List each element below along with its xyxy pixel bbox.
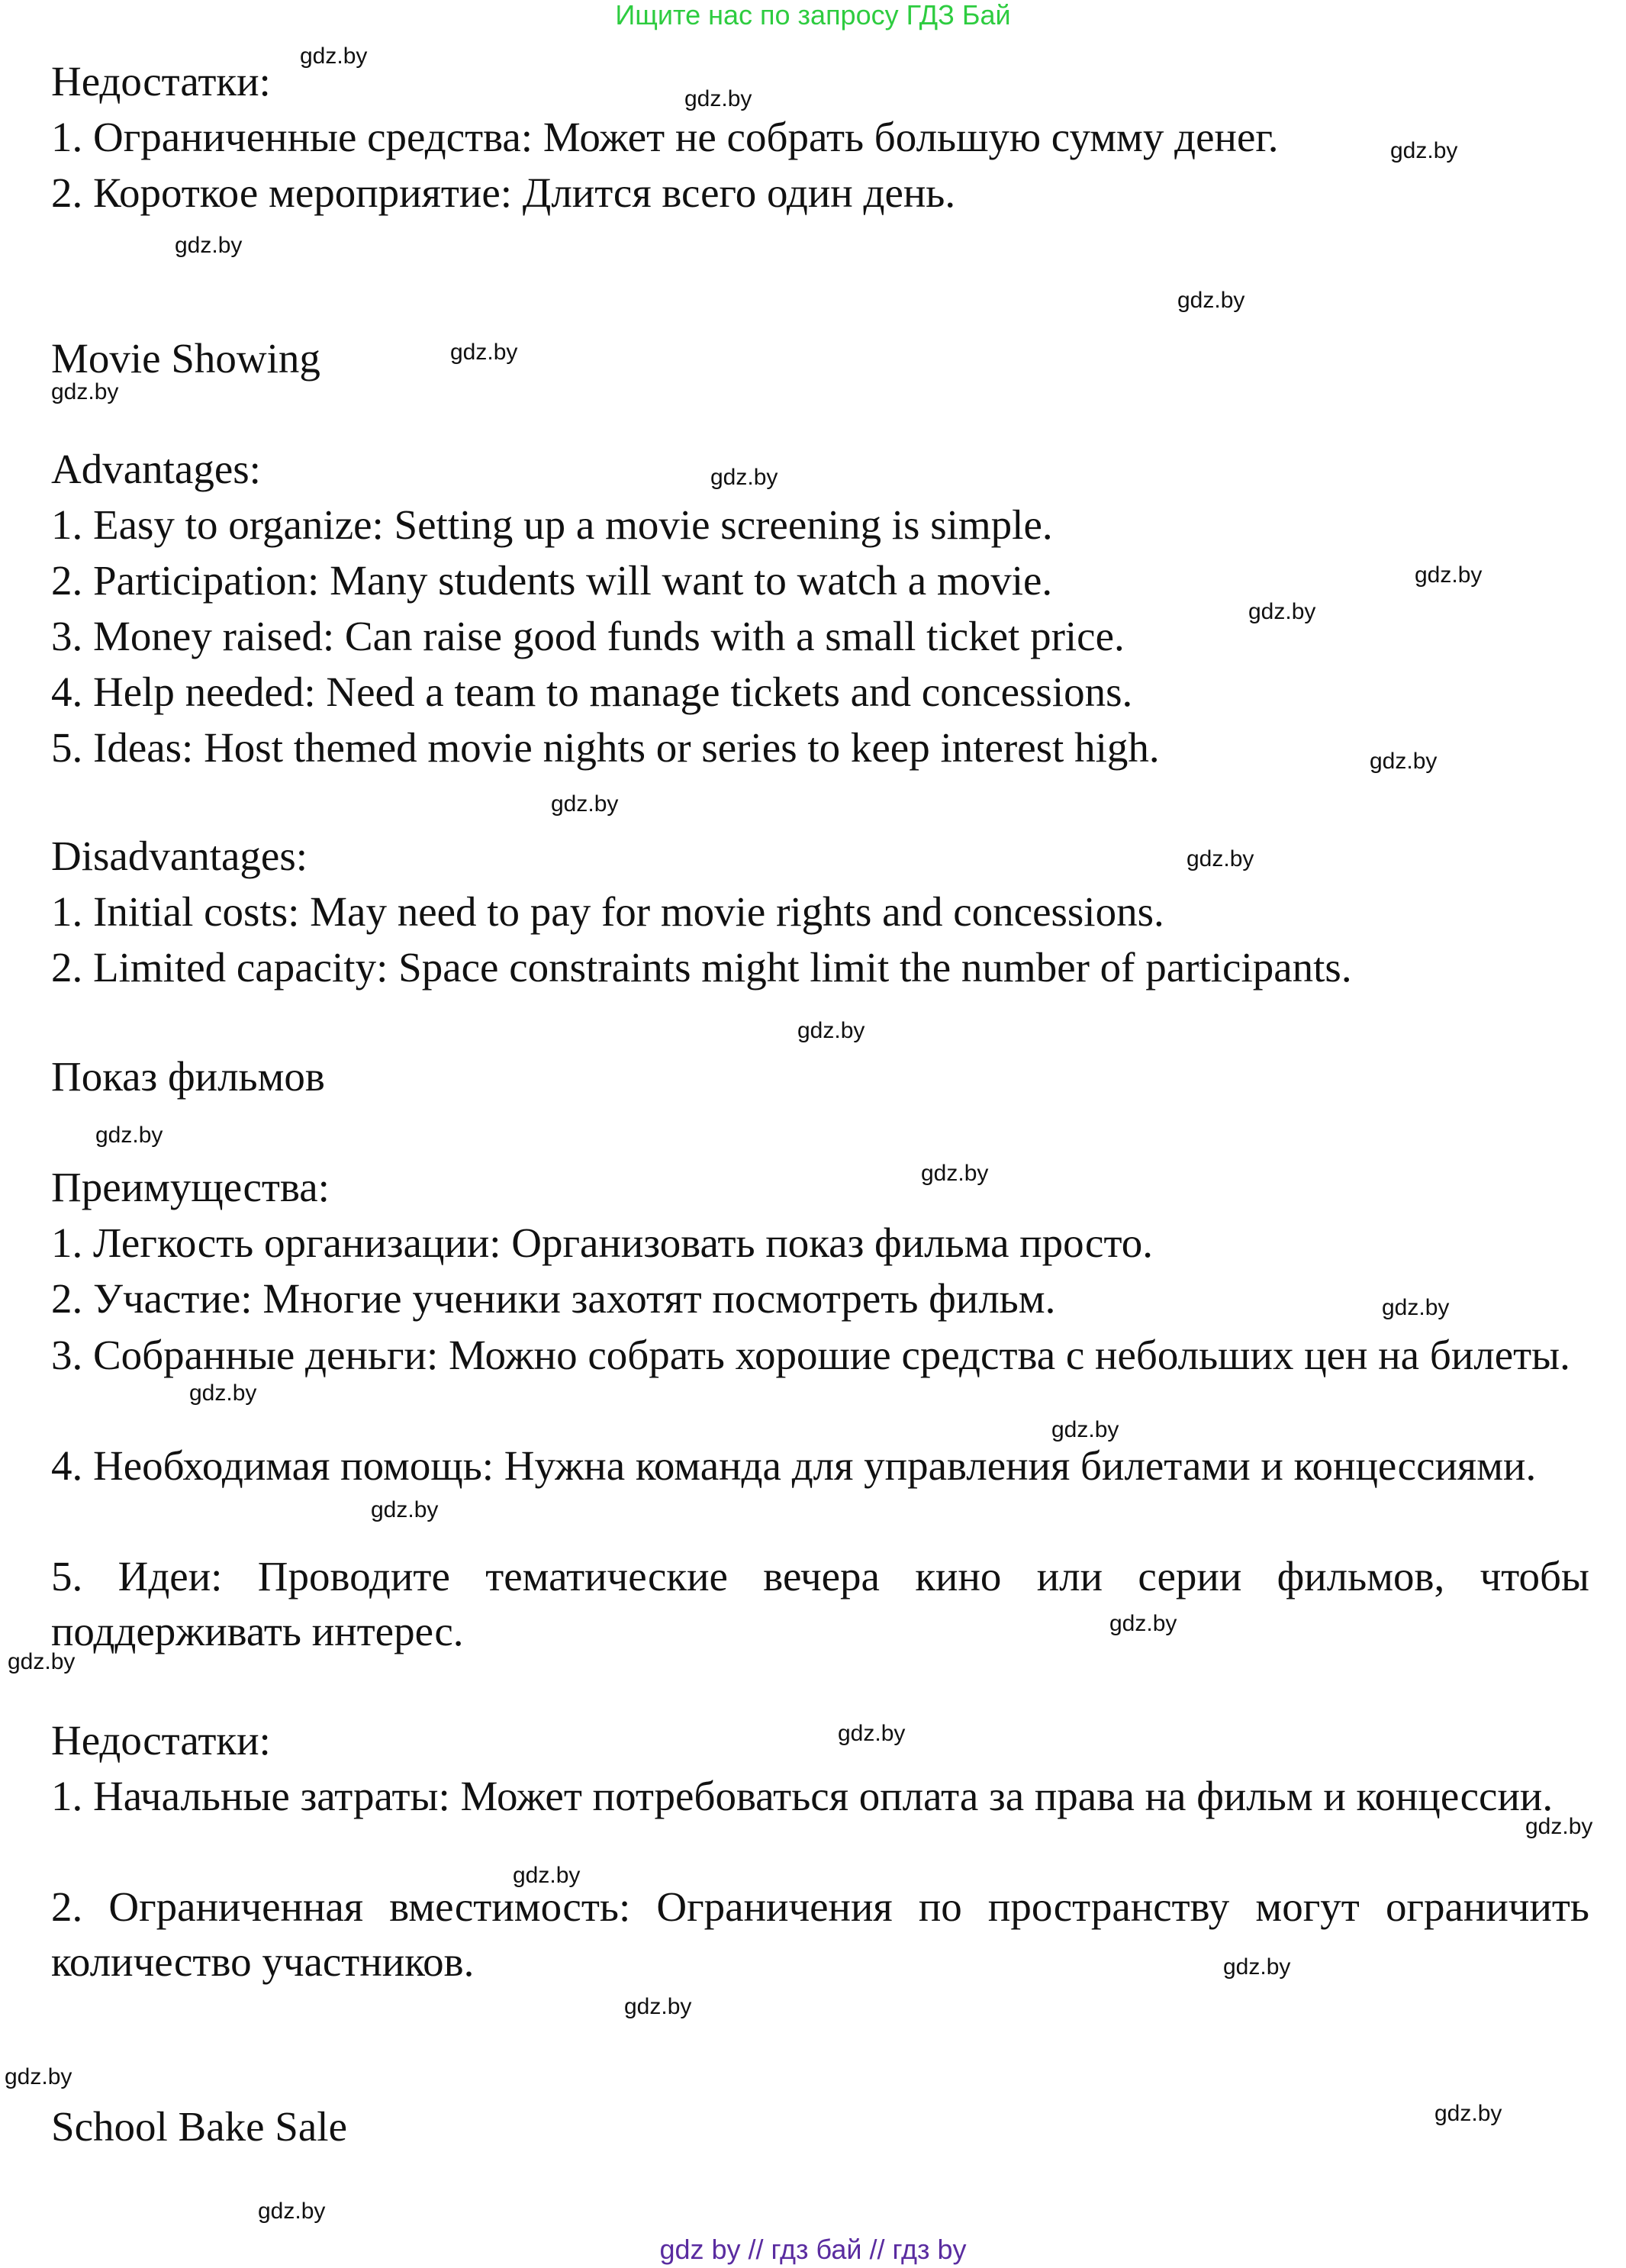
list-item: 3. Money raised: Can raise good funds with a small ticket price.: [51, 613, 1125, 659]
watermark: gdz.by: [684, 86, 752, 111]
section-title-movie-showing-ru: Показ фильмов: [51, 1053, 325, 1100]
advantages-heading: Advantages:: [51, 446, 261, 492]
list-item: 1. Начальные затраты: Может потребоваться оплата за права на фильм и концессии.: [51, 1773, 1554, 1819]
watermark: gdz.by: [8, 1649, 76, 1674]
watermark: gdz.by: [1051, 1417, 1119, 1442]
watermark: gdz.by: [258, 2199, 326, 2224]
watermark: gdz.by: [1248, 599, 1316, 624]
disadvantages-heading-ru-prev: Недостатки:: [51, 58, 271, 105]
watermark: gdz.by: [513, 1863, 581, 1888]
list-item: 1. Initial costs: May need to pay for movie rights and concessions.: [51, 888, 1164, 935]
watermark: gdz.by: [51, 379, 119, 404]
watermark: gdz.by: [95, 1123, 163, 1148]
watermark: gdz.by: [175, 233, 243, 258]
watermark: gdz.by: [1109, 1611, 1177, 1636]
watermark: gdz.by: [624, 1994, 692, 2019]
watermark: gdz.by: [371, 1497, 439, 1522]
bottom-banner-link[interactable]: gdz by // гдз бай // гдз by: [659, 2234, 967, 2265]
list-item: 3. Собранные деньги: Можно собрать хорошие средства с небольших цен на билеты.: [51, 1332, 1570, 1378]
watermark: gdz.by: [797, 1018, 865, 1043]
watermark: gdz.by: [1390, 138, 1458, 163]
watermark: gdz.by: [1177, 288, 1245, 313]
list-item: 1. Easy to organize: Setting up a movie screening is simple.: [51, 501, 1053, 548]
list-item: 5. Идеи: Проводите тематические вечера кино или серии фильмов, чтобы поддерживать интерес.: [51, 1553, 1589, 1654]
list-item: 2. Короткое мероприятие: Длится всего один день.: [51, 169, 956, 216]
watermark: gdz.by: [921, 1161, 989, 1186]
list-item: 2. Участие: Многие ученики захотят посмотреть фильм.: [51, 1275, 1056, 1322]
watermark: gdz.by: [1223, 1954, 1291, 1980]
watermark: gdz.by: [551, 791, 619, 817]
advantages-heading-ru: Преимущества:: [51, 1164, 330, 1210]
watermark: gdz.by: [838, 1721, 906, 1746]
list-item: 4. Help needed: Need a team to manage tickets and concessions.: [51, 668, 1133, 715]
watermark: gdz.by: [189, 1380, 257, 1406]
top-banner-link[interactable]: Ищите нас по запросу ГДЗ Бай: [615, 0, 1011, 31]
watermark: gdz.by: [450, 340, 518, 365]
section-title-school-bake-sale: School Bake Sale: [51, 2103, 347, 2150]
list-item: 5. Ideas: Host themed movie nights or series to keep interest high.: [51, 724, 1160, 771]
watermark: gdz.by: [710, 465, 778, 490]
disadvantages-heading-ru: Недостатки:: [51, 1717, 271, 1764]
list-item: 2. Ограниченная вместимость: Ограничения по пространству могут ограничить количество участников.: [51, 1883, 1589, 1985]
watermark: gdz.by: [1525, 1814, 1593, 1839]
watermark: gdz.by: [1434, 2101, 1502, 2126]
watermark: gdz.by: [1186, 846, 1254, 871]
watermark: gdz.by: [1370, 749, 1438, 774]
list-item: 1. Ограниченные средства: Может не собрать большую сумму денег.: [51, 114, 1279, 160]
watermark: gdz.by: [300, 43, 368, 69]
watermark: gdz.by: [1415, 562, 1483, 588]
watermark: gdz.by: [5, 2064, 72, 2089]
disadvantages-heading: Disadvantages:: [51, 833, 308, 879]
list-item: 1. Легкость организации: Организовать показ фильма просто.: [51, 1219, 1154, 1266]
list-item: 2. Limited capacity: Space constraints might limit the number of participants.: [51, 944, 1352, 991]
section-title-movie-showing: Movie Showing: [51, 335, 320, 382]
list-item: 2. Participation: Many students will want to watch a movie.: [51, 557, 1053, 604]
list-item: 4. Необходимая помощь: Нужна команда для управления билетами и концессиями.: [51, 1442, 1537, 1489]
watermark: gdz.by: [1382, 1295, 1450, 1320]
